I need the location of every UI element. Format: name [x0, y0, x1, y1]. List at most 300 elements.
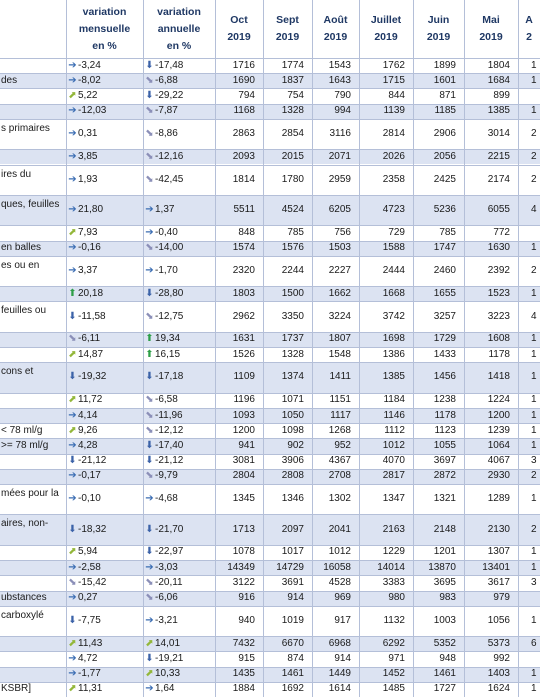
column-header-7: Juin 2019	[426, 14, 451, 43]
olive-up-right-arrow-icon: ⬈	[68, 394, 77, 406]
row-separator	[0, 73, 540, 74]
value-cell: 1178	[434, 409, 456, 421]
row-separator	[0, 682, 540, 683]
value-cell: 1012	[382, 439, 405, 451]
column-header-8: Mai 2019	[479, 14, 503, 43]
value-cell: 1588	[382, 242, 405, 254]
blue-right-arrow-icon: ➔	[68, 409, 77, 421]
table-row	[0, 651, 540, 666]
value-cell: 1151	[329, 394, 351, 406]
blue-right-arrow-icon: ➔	[68, 592, 77, 604]
annual-variation-value: -3,03	[155, 561, 178, 573]
monthly-variation-value: 5,94	[78, 546, 98, 558]
monthly-variation-value: 0,27	[78, 592, 98, 604]
value-cell: 1112	[384, 424, 405, 436]
value-cell: 2444	[382, 264, 405, 276]
monthly-variation-value: -6,11	[78, 333, 101, 345]
column-header-3: Oct 2019	[227, 14, 251, 43]
blue-right-arrow-icon: ➔	[68, 561, 77, 573]
monthly-variation-cell	[67, 349, 142, 361]
monthly-variation-cell	[67, 493, 142, 505]
table-row	[0, 469, 540, 484]
row-label: carboxylé	[1, 609, 44, 621]
value-cell: 3122	[232, 576, 255, 588]
column-header-5: Août 2019	[323, 14, 348, 43]
annual-variation-cell	[144, 455, 214, 467]
value-cell: 1139	[383, 105, 405, 117]
row-separator	[0, 362, 540, 363]
blue-right-arrow-icon: ➔	[68, 439, 77, 451]
annual-variation-cell	[144, 524, 214, 536]
row-separator	[0, 165, 540, 166]
value-cell: 2808	[281, 470, 304, 482]
value-cell: 2015	[281, 150, 304, 162]
green-up-arrow-icon: ⬆	[68, 287, 77, 299]
value-cell: 7432	[232, 637, 255, 649]
value-cell: 1523	[487, 287, 510, 299]
value-cell: 2	[531, 470, 537, 482]
value-cell: 3	[531, 576, 537, 588]
row-separator	[0, 636, 540, 637]
blue-down-arrow-icon: ⬇	[145, 523, 154, 535]
blue-right-arrow-icon: ➔	[145, 204, 154, 216]
value-cell: 1500	[281, 287, 304, 299]
value-cell: 1729	[433, 333, 456, 345]
blue-down-arrow-icon: ⬇	[145, 371, 154, 383]
value-cell: 916	[238, 592, 255, 604]
monthly-variation-value: -12,03	[78, 105, 107, 117]
table-row	[0, 241, 540, 256]
value-cell: 3257	[433, 310, 456, 322]
value-cell: 902	[287, 439, 304, 451]
value-cell: 1	[531, 439, 537, 451]
value-cell: 1884	[232, 683, 255, 695]
value-cell: 1055	[433, 439, 456, 451]
annual-variation-value: -22,97	[155, 546, 184, 558]
table-row	[0, 362, 540, 392]
table-row	[0, 423, 540, 438]
monthly-variation-value: 1,93	[78, 173, 98, 185]
value-cell: 4528	[328, 576, 351, 588]
monthly-variation-cell	[67, 524, 142, 536]
value-cell: 1071	[281, 394, 304, 406]
value-cell: 1	[531, 394, 537, 406]
row-separator	[0, 438, 540, 439]
grey-down-right-arrow-icon: ⬊	[145, 409, 154, 421]
annual-variation-value: -9,79	[155, 470, 178, 482]
value-cell: 1	[531, 561, 537, 573]
value-cell: 5511	[233, 204, 255, 216]
value-cell: 1200	[232, 424, 255, 436]
row-separator	[0, 241, 540, 242]
value-cell: 1185	[434, 105, 456, 117]
annual-variation-cell	[144, 425, 214, 437]
value-cell: 1456	[433, 371, 456, 383]
annual-variation-value: 1,37	[155, 204, 175, 216]
annual-variation-value: -8,86	[155, 128, 178, 140]
value-cell: 969	[334, 592, 351, 604]
blue-right-arrow-icon: ➔	[68, 150, 77, 162]
annual-variation-value: -12,12	[155, 424, 184, 436]
value-cell: 1692	[281, 683, 304, 695]
annual-variation-value: -6,06	[155, 592, 178, 604]
monthly-variation-value: 14,87	[78, 348, 104, 360]
value-cell: 994	[334, 105, 351, 117]
value-cell: 1614	[328, 683, 351, 695]
value-cell: 1774	[281, 59, 304, 71]
value-cell: 1814	[232, 173, 255, 185]
row-separator	[0, 514, 540, 515]
table-row	[0, 73, 540, 88]
value-cell: 1684	[487, 74, 510, 86]
annual-variation-value: -11,96	[155, 409, 183, 421]
value-cell: 1452	[382, 668, 405, 680]
value-cell: 1289	[487, 493, 510, 505]
value-cell: 14729	[276, 561, 304, 573]
table-row	[0, 195, 540, 225]
monthly-variation-cell	[67, 653, 142, 665]
blue-down-arrow-icon: ⬇	[68, 371, 77, 383]
monthly-variation-value: 11,72	[78, 394, 103, 406]
value-cell: 6292	[382, 637, 405, 649]
value-cell: 1737	[281, 333, 304, 345]
value-cell: 785	[287, 226, 304, 238]
monthly-variation-cell	[67, 371, 142, 383]
grey-down-right-arrow-icon: ⬊	[145, 242, 154, 254]
blue-right-arrow-icon: ➔	[68, 470, 77, 482]
row-separator	[0, 454, 540, 455]
monthly-variation-value: -19,32	[78, 371, 107, 383]
row-label: ires du	[1, 168, 32, 180]
monthly-variation-value: -0,10	[78, 493, 101, 505]
row-label: mées pour la	[1, 488, 59, 499]
column-separator	[312, 0, 313, 697]
monthly-variation-cell	[67, 227, 142, 239]
row-label: en balles	[1, 242, 42, 254]
table-row	[0, 636, 540, 651]
table-row	[0, 606, 540, 636]
row-separator	[0, 195, 540, 196]
blue-down-arrow-icon: ⬇	[145, 455, 154, 467]
annual-variation-cell	[144, 668, 214, 680]
grey-down-right-arrow-icon: ⬊	[145, 105, 154, 117]
row-separator	[0, 469, 540, 470]
monthly-variation-cell	[67, 242, 142, 254]
value-cell: 1418	[487, 371, 510, 383]
value-cell: 1	[531, 424, 537, 436]
table-row	[0, 58, 540, 73]
value-cell: 1268	[328, 424, 351, 436]
value-cell: 1403	[487, 668, 510, 680]
value-cell: 1196	[233, 394, 255, 406]
value-cell: 1050	[281, 409, 304, 421]
row-separator	[0, 591, 540, 592]
value-cell: 2	[531, 150, 537, 162]
annual-variation-value: 1,64	[155, 683, 175, 695]
annual-variation-value: -29,22	[155, 90, 184, 102]
blue-down-arrow-icon: ⬇	[145, 546, 154, 558]
column-header-2: variation annuelle en %	[157, 5, 201, 52]
annual-variation-cell	[144, 151, 214, 163]
row-label: cons et	[1, 366, 34, 378]
row-separator	[0, 301, 540, 302]
annual-variation-cell	[144, 653, 214, 665]
table-row	[0, 560, 540, 575]
value-cell: 14349	[227, 561, 255, 573]
row-label: ubstances	[1, 592, 47, 604]
row-separator	[0, 149, 540, 150]
value-cell: 2026	[382, 150, 405, 162]
annual-variation-value: -19,21	[155, 652, 184, 664]
row-label: >= 78 ml/g	[1, 439, 49, 451]
table-row	[0, 393, 540, 408]
value-cell: 2392	[487, 264, 510, 276]
value-cell: 1064	[487, 439, 510, 451]
monthly-variation-value: 4,72	[78, 652, 98, 664]
value-cell: 1433	[433, 348, 456, 360]
table-row	[0, 104, 540, 119]
annual-variation-cell	[144, 174, 214, 186]
monthly-variation-cell	[67, 455, 142, 467]
grey-down-right-arrow-icon: ⬊	[68, 576, 77, 588]
value-cell: 915	[238, 652, 255, 664]
value-cell: 2962	[232, 310, 255, 322]
value-cell: 1109	[233, 371, 255, 383]
value-cell: 1201	[433, 546, 456, 558]
monthly-variation-cell	[67, 151, 142, 163]
monthly-variation-cell	[67, 105, 142, 117]
value-cell: 941	[238, 439, 255, 451]
value-cell: 2872	[433, 470, 456, 482]
monthly-variation-cell	[67, 440, 142, 452]
annual-variation-cell	[144, 562, 214, 574]
value-cell: 785	[439, 226, 456, 238]
monthly-variation-cell	[67, 668, 142, 680]
row-label: < 78 ml/g	[1, 424, 43, 436]
value-cell: 1780	[281, 173, 304, 185]
value-cell: 2	[531, 173, 537, 185]
value-cell: 1807	[328, 333, 351, 345]
monthly-variation-value: -21,12	[78, 455, 107, 467]
value-cell: 2460	[433, 264, 456, 276]
monthly-variation-cell	[67, 90, 142, 102]
value-cell: 1017	[281, 546, 304, 558]
row-label: s primaires	[1, 122, 50, 134]
row-label: es ou en	[1, 259, 40, 271]
value-cell: 2959	[328, 173, 351, 185]
annual-variation-cell	[144, 60, 214, 72]
monthly-variation-cell	[67, 546, 142, 558]
value-cell: 1123	[434, 424, 456, 436]
blue-right-arrow-icon: ➔	[145, 226, 154, 238]
value-cell: 3116	[329, 128, 351, 140]
value-cell: 4067	[487, 455, 510, 467]
value-cell: 1229	[382, 546, 405, 558]
value-cell: 1	[531, 74, 537, 86]
column-separator	[359, 0, 360, 697]
value-cell: 3695	[433, 576, 456, 588]
value-cell: 1803	[232, 287, 255, 299]
value-cell: 1385	[382, 371, 405, 383]
value-cell: 2358	[382, 173, 405, 185]
monthly-variation-cell	[67, 638, 142, 650]
value-cell: 1178	[488, 348, 510, 360]
monthly-variation-value: 21,80	[78, 204, 104, 216]
annual-variation-value: -12,16	[155, 150, 184, 162]
value-cell: 871	[439, 90, 456, 102]
column-separator	[518, 0, 519, 697]
blue-right-arrow-icon: ➔	[68, 173, 77, 185]
value-cell: 1631	[232, 333, 255, 345]
value-cell: 754	[287, 90, 304, 102]
monthly-variation-cell	[67, 410, 142, 422]
value-cell: 2708	[328, 470, 351, 482]
annual-variation-value: -6,58	[155, 394, 178, 406]
row-separator	[0, 423, 540, 424]
annual-variation-cell	[144, 349, 214, 361]
value-cell: 874	[287, 652, 304, 664]
row-separator	[0, 560, 540, 561]
value-cell: 6968	[328, 637, 351, 649]
value-cell: 979	[493, 592, 510, 604]
grey-down-right-arrow-icon: ⬊	[145, 150, 154, 162]
olive-up-right-arrow-icon: ⬈	[68, 546, 77, 558]
value-cell: 1837	[281, 74, 304, 86]
value-cell: 5352	[433, 637, 456, 649]
monthly-variation-cell	[67, 75, 142, 87]
column-separator	[413, 0, 414, 697]
monthly-variation-cell	[67, 60, 142, 72]
row-separator	[0, 393, 540, 394]
blue-right-arrow-icon: ➔	[145, 561, 154, 573]
value-cell: 4367	[328, 455, 351, 467]
blue-down-arrow-icon: ⬇	[145, 59, 154, 71]
olive-up-right-arrow-icon: ⬈	[145, 668, 154, 680]
value-cell: 1543	[328, 59, 351, 71]
table-row	[0, 408, 540, 423]
value-cell: 1238	[433, 394, 456, 406]
blue-right-arrow-icon: ➔	[68, 264, 77, 276]
monthly-variation-value: -18,32	[78, 523, 107, 535]
value-cell: 1	[531, 371, 537, 383]
value-cell: 1435	[232, 668, 255, 680]
annual-variation-cell	[144, 440, 214, 452]
annual-variation-value: -21,12	[155, 455, 184, 467]
value-cell: 1093	[232, 409, 255, 421]
value-cell: 14014	[377, 561, 405, 573]
value-cell: 1716	[232, 59, 255, 71]
value-cell: 1548	[328, 348, 351, 360]
monthly-variation-cell	[67, 128, 142, 140]
grey-down-right-arrow-icon: ⬊	[145, 310, 154, 322]
value-cell: 1385	[487, 105, 510, 117]
table-row	[0, 286, 540, 301]
table-row	[0, 454, 540, 469]
value-cell: 3383	[382, 576, 405, 588]
annual-variation-cell	[144, 333, 214, 345]
value-cell: 1	[531, 348, 537, 360]
value-cell: 1461	[281, 668, 304, 680]
row-separator	[0, 545, 540, 546]
grey-down-right-arrow-icon: ⬊	[68, 333, 77, 345]
value-cell: 1	[531, 493, 537, 505]
monthly-variation-value: 0,31	[78, 128, 98, 140]
green-up-arrow-icon: ⬆	[145, 333, 154, 345]
blue-down-arrow-icon: ⬇	[68, 310, 77, 322]
row-separator	[0, 606, 540, 607]
value-cell: 1461	[433, 668, 456, 680]
annual-variation-value: -7,87	[155, 105, 178, 117]
annual-variation-cell	[144, 577, 214, 589]
monthly-variation-cell	[67, 683, 142, 695]
monthly-variation-cell	[67, 425, 142, 437]
annual-variation-cell	[144, 311, 214, 323]
value-cell: 3691	[281, 576, 304, 588]
annual-variation-value: -3,21	[155, 614, 178, 626]
value-cell: 2320	[232, 264, 255, 276]
value-cell: 6205	[328, 204, 351, 216]
column-separator	[215, 0, 216, 697]
row-separator	[0, 286, 540, 287]
monthly-variation-value: 7,93	[78, 226, 98, 238]
value-cell: 1503	[328, 242, 351, 254]
value-cell: 1098	[281, 424, 304, 436]
blue-down-arrow-icon: ⬇	[68, 455, 77, 467]
annual-variation-cell	[144, 75, 214, 87]
row-separator	[0, 667, 540, 668]
value-cell: 2130	[487, 523, 510, 535]
blue-right-arrow-icon: ➔	[145, 264, 154, 276]
monthly-variation-value: -8,02	[78, 74, 101, 86]
row-separator	[0, 58, 540, 59]
annual-variation-cell	[144, 394, 214, 406]
table-row	[0, 545, 540, 560]
value-cell: 1762	[382, 59, 405, 71]
value-cell: 1	[531, 333, 537, 345]
value-cell: 4	[531, 204, 537, 216]
value-cell: 1	[531, 683, 537, 695]
grey-down-right-arrow-icon: ⬊	[145, 394, 154, 406]
annual-variation-cell	[144, 410, 214, 422]
value-cell: 1012	[328, 546, 351, 558]
blue-right-arrow-icon: ➔	[68, 204, 77, 216]
monthly-variation-cell	[67, 204, 142, 216]
grey-down-right-arrow-icon: ⬊	[145, 74, 154, 86]
row-separator	[0, 88, 540, 89]
row-label: feuilles ou	[1, 305, 47, 317]
value-cell: 1	[531, 242, 537, 254]
row-separator	[0, 332, 540, 333]
value-cell: 1747	[433, 242, 456, 254]
value-cell: 1328	[281, 105, 304, 117]
monthly-variation-value: 3,37	[78, 264, 98, 276]
value-cell: 2041	[328, 523, 351, 535]
value-cell: 1715	[382, 74, 405, 86]
olive-up-right-arrow-icon: ⬈	[68, 637, 77, 649]
row-label: des	[1, 74, 18, 86]
value-cell: 1727	[433, 683, 456, 695]
row-label: KSBR]	[1, 683, 32, 695]
annual-variation-value: 14,01	[155, 637, 181, 649]
value-cell: 4070	[382, 455, 405, 467]
value-cell: 1	[531, 105, 537, 117]
monthly-variation-value: -11,58	[78, 310, 106, 322]
olive-up-right-arrow-icon: ⬈	[145, 637, 154, 649]
grey-down-right-arrow-icon: ⬊	[145, 576, 154, 588]
row-separator	[0, 408, 540, 409]
annual-variation-cell	[144, 204, 214, 216]
value-cell: 2814	[382, 128, 405, 140]
